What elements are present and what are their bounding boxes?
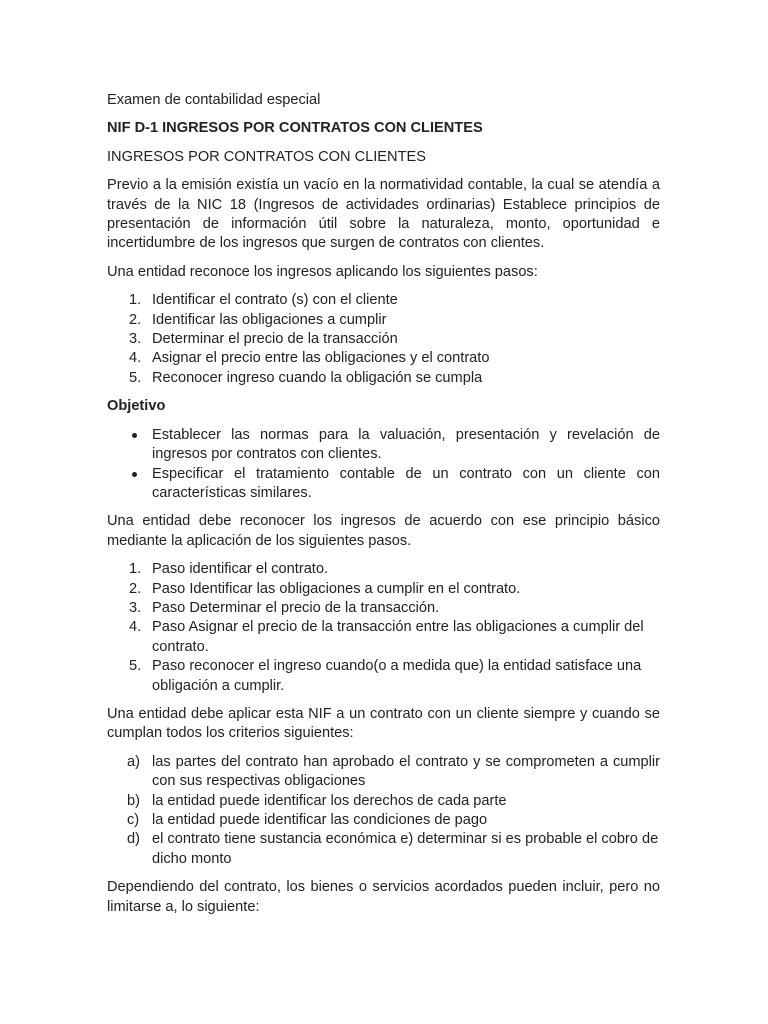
list-item-text: Paso Asignar el precio de la transacción entre las obligaciones a cumplir del contrato.: [152, 619, 644, 655]
list-number: 3.: [129, 331, 142, 348]
list-number: 5.: [129, 369, 142, 386]
closing-paragraph: Dependiendo del contrato, los bienes o servicios acordados pueden incluir, pero no limitarse a, lo siguiente:: [107, 879, 660, 915]
list-number: 5.: [129, 658, 142, 675]
list-item-text: Identificar las obligaciones a cumplir: [152, 311, 387, 328]
list-item-text: Paso identificar el contrato.: [152, 561, 329, 578]
list-item-text: Asignar el precio entre las obligaciones y el contrato: [152, 350, 490, 367]
list-item: [107, 599, 660, 618]
list-item: [107, 811, 660, 830]
list-item-text: Reconocer ingreso cuando la obligación se cumpla: [152, 369, 483, 386]
list-item: [107, 753, 660, 792]
list-item-text: Paso Identificar las obligaciones a cumplir en el contrato.: [152, 580, 521, 597]
list-item: [107, 311, 660, 330]
list-item: [107, 618, 660, 657]
list-letter: b): [127, 792, 140, 809]
list-item-text: Identificar el contrato (s) con el cliente: [152, 292, 398, 309]
list-item: [107, 349, 660, 368]
list-item-text: la entidad puede identificar los derechos de cada parte: [152, 792, 507, 809]
list-number: 3.: [129, 599, 142, 616]
document-page: [107, 91, 660, 926]
list-item: [107, 657, 660, 696]
list-number: 2.: [129, 580, 142, 597]
list-item-text: Establecer las normas para la valuación, presentación y revelación de ingresos por contratos con clientes.: [152, 426, 660, 463]
intro-paragraph: Previo a la emisión existía un vacío en la normatividad contable, la cual se atendía a través de la NIC 18 (Ingresos de actividades ordinarias) Establece principios de presentación de información útil sobre la naturaleza, monto, oportunidad e incertidumbre de los ingresos que surgen de contratos con clientes.: [107, 177, 660, 252]
list-item-text: las partes del contrato han aprobado el contrato y se comprometen a cumplir con sus respectivas obligaciones: [152, 753, 660, 790]
steps-list: [107, 291, 660, 388]
list-letter: c): [127, 812, 140, 828]
list-item: [107, 330, 660, 349]
objective-heading: Objetivo: [107, 398, 166, 415]
criteria-paragraph: Una entidad debe aplicar esta NIF a un contrato con un cliente siempre y cuando se cumplan todos los criterios siguientes:: [107, 705, 660, 742]
criteria-list: [107, 753, 660, 869]
list-item-text: Especificar el tratamiento contable de un contrato con un cliente con características similares.: [152, 465, 660, 501]
objectives-list: [107, 426, 660, 504]
principle-steps-list: [107, 560, 660, 696]
list-item: [107, 465, 660, 504]
list-item: [107, 369, 660, 388]
section-heading: INGRESOS POR CONTRATOS CON CLIENTES: [107, 148, 426, 165]
list-item-text: Determinar el precio de la transacción: [152, 331, 398, 348]
list-number: 1.: [129, 292, 142, 309]
list-item-text: Paso Determinar el precio de la transacción.: [152, 599, 440, 616]
list-number: 4.: [129, 350, 142, 367]
list-item-text: la entidad puede identificar las condiciones de pago: [152, 812, 488, 828]
section-heading-bold: NIF D-1 INGRESOS POR CONTRATOS CON CLIENTES: [107, 120, 483, 137]
list-number: 1.: [129, 561, 142, 578]
list-number: 2.: [129, 311, 142, 328]
list-item: [107, 792, 660, 811]
list-letter: a): [127, 753, 140, 770]
list-item-text: el contrato tiene sustancia económica e) determinar si es probable el cobro de dicho monto: [152, 831, 659, 867]
list-item: [107, 426, 660, 465]
list-number: 4.: [129, 619, 142, 636]
list-item: [107, 830, 660, 869]
list-item: [107, 580, 660, 599]
steps-intro: Una entidad reconoce los ingresos aplicando los siguientes pasos:: [107, 263, 538, 280]
list-item-text: Paso reconocer el ingreso cuando(o a medida que) la entidad satisface una obligación a cumplir.: [152, 658, 642, 694]
exam-title: Examen de contabilidad especial: [107, 92, 321, 108]
list-item: [107, 291, 660, 310]
principle-paragraph: Una entidad debe reconocer los ingresos de acuerdo con ese principio básico mediante la aplicación de los siguientes pasos.: [107, 513, 660, 549]
list-item: [107, 560, 660, 579]
list-letter: d): [127, 831, 140, 848]
